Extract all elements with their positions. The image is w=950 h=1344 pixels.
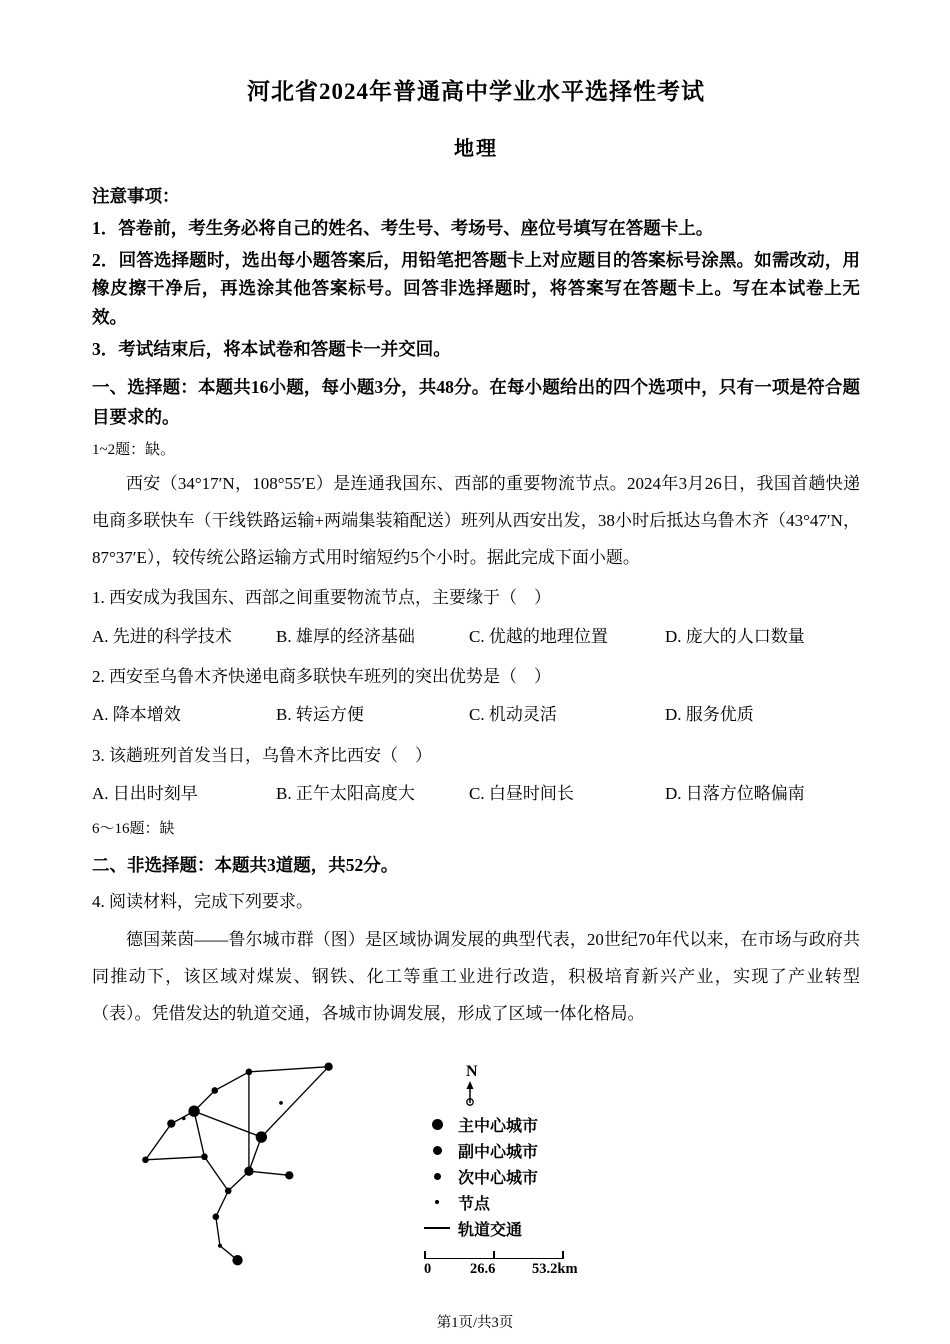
option-a: A. 降本增效 <box>92 705 181 725</box>
option-a: A. 先进的科学技术 <box>92 626 232 646</box>
question-options <box>92 621 860 653</box>
rail-network-map <box>106 1046 396 1284</box>
legend-item-sub-city <box>424 1139 614 1162</box>
page-footer: 第1页/共3页 <box>436 1315 514 1331</box>
scale-line <box>424 1250 564 1259</box>
north-indicator <box>462 1064 614 1107</box>
option-c: C. 机动灵活 <box>469 705 557 725</box>
north-arrow-icon <box>462 1081 478 1107</box>
exam-title: 河北省2024年普通高中学业水平选择性考试 <box>247 79 705 104</box>
legend-label: 次中心城市 <box>458 1169 539 1187</box>
question-1 <box>92 582 860 653</box>
missing-note-1-2: 1~2题：缺。 <box>92 441 176 458</box>
scale-label-end: 53.2km <box>532 1260 578 1277</box>
question-stem: 1. 西安成为我国东、西部之间重要物流节点，主要缘于（ ） <box>92 588 551 608</box>
section2-heading: 二、非选择题：本题共3道题，共52分。 <box>92 854 399 875</box>
legend-label: 主中心城市 <box>458 1117 539 1135</box>
passage-xian: 西安（34°17′N，108°55′E）是连通我国东、西部的重要物流节点。2024年3月26日，我国首趟快递电商多联快车（干线铁路运输+两端集装箱配送）班列从西安出发，38小时后抵达乌鲁木齐（43°47′N，87°37′E），较传统公路运输方式用时缩短约5个小时。据此完成下面小题。 <box>92 474 860 568</box>
north-label: N <box>466 1062 478 1080</box>
notice-item: 1．答卷前，考生务必将自己的姓名、考生号、考场号、座位号填写在答题卡上。 <box>92 217 714 238</box>
option-b: B. 转运方便 <box>276 705 364 725</box>
option-d: D. 日落方位略偏南 <box>665 783 805 803</box>
section-free-response <box>92 851 860 1032</box>
sub-city-dot-icon <box>424 1146 450 1155</box>
question-2 <box>92 661 860 732</box>
rail-lines <box>145 1067 328 1261</box>
legend-item-main-city <box>424 1113 614 1136</box>
missing-note-6-16: 6～16题：缺 <box>92 821 175 838</box>
rail-line-icon <box>424 1227 450 1229</box>
notices-section <box>92 183 860 364</box>
legend-item-next-city <box>424 1165 614 1188</box>
question-4-intro: 4. 阅读材料，完成下列要求。 <box>92 892 313 912</box>
legend-label: 轨道交通 <box>458 1221 523 1239</box>
legend-item-rail <box>424 1217 614 1240</box>
main-city-dot-icon <box>424 1119 450 1130</box>
notice-item: 2．回答选择题时，选出每小题答案后，用铅笔把答题卡上对应题目的答案标号涂黑。如需改动，用橡皮擦干净后，再选涂其他答案标号。回答非选择题时，将答案写在答题卡上。写在本试卷上无效。 <box>92 249 860 327</box>
legend-label: 副中心城市 <box>458 1143 539 1161</box>
notice-item: 3．考试结束后，将本试卷和答题卡一并交回。 <box>92 338 451 359</box>
scale-label-mid: 26.6 <box>470 1260 496 1277</box>
option-b: B. 正午太阳高度大 <box>276 783 415 803</box>
question-options <box>92 778 860 810</box>
exam-subject: 地理 <box>454 137 498 160</box>
map-scalebar <box>424 1250 578 1278</box>
question-3 <box>92 740 860 811</box>
option-b: B. 雄厚的经济基础 <box>276 626 415 646</box>
option-d: D. 庞大的人口数量 <box>665 626 805 646</box>
option-c: C. 优越的地理位置 <box>469 626 608 646</box>
option-a: A. 日出时刻早 <box>92 783 198 803</box>
map-legend <box>424 1064 614 1278</box>
section1-heading: 一、选择题：本题共16小题，每小题3分，共48分。在每小题给出的四个选项中，只有一项是符合题目要求的。 <box>92 377 860 428</box>
scale-labels <box>424 1261 600 1278</box>
question-stem: 3. 该趟班列首发当日，乌鲁木齐比西安（ ） <box>92 745 432 765</box>
legend-item-node <box>424 1191 614 1214</box>
legend-label: 节点 <box>458 1195 491 1213</box>
notices-heading: 注意事项： <box>92 185 180 206</box>
scale-label-0: 0 <box>424 1260 432 1277</box>
option-d: D. 服务优质 <box>665 705 754 725</box>
next-city-dot-icon <box>424 1173 450 1180</box>
question-options <box>92 699 860 731</box>
question-stem: 2. 西安至乌鲁木齐快递电商多联快车班列的突出优势是（ ） <box>92 667 551 687</box>
network-diagram <box>106 1046 396 1284</box>
section-choice-questions <box>92 373 860 840</box>
node-dot-icon <box>424 1200 450 1204</box>
option-c: C. 白昼时间长 <box>469 783 574 803</box>
map-figure <box>106 1046 860 1284</box>
passage-germany: 德国莱茵——鲁尔城市群（图）是区域协调发展的典型代表，20世纪70年代以来，在市场与政府共同推动下，该区域对煤炭、钢铁、化工等重工业进行改造，积极培育新兴产业，实现了产业转型（表）。凭借发达的轨道交通，各城市协调发展，形成了区域一体化格局。 <box>92 929 860 1023</box>
